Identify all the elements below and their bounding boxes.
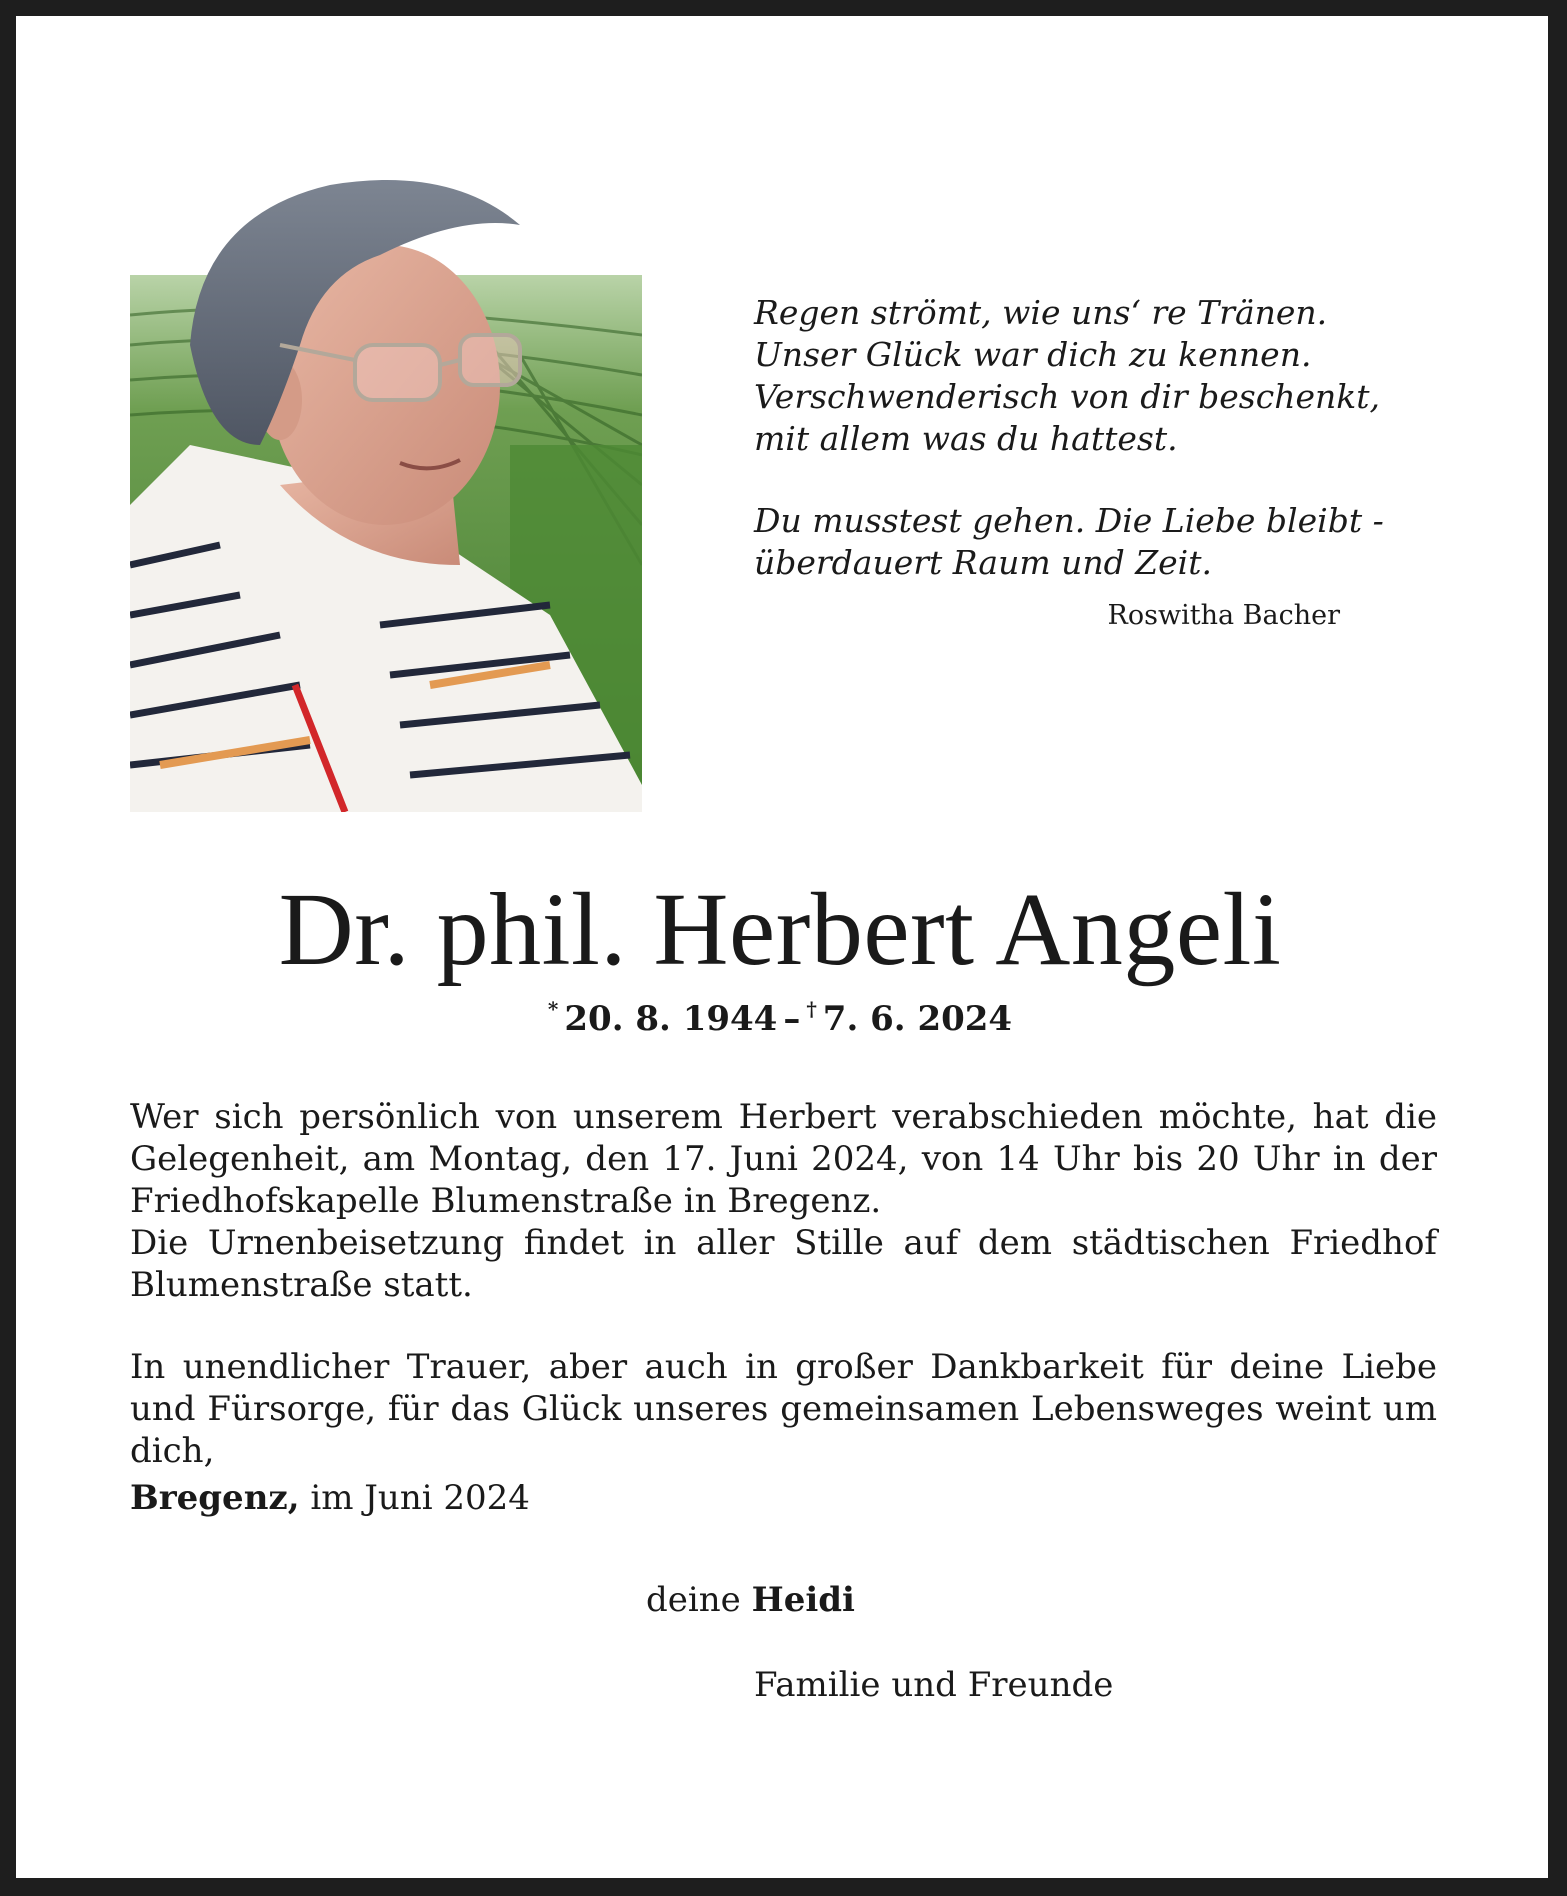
place-date [130, 1478, 530, 1518]
poem-line: mit allem was du hattest. [754, 419, 1178, 458]
date-dash: – [783, 999, 801, 1039]
poem-line: überdauert Raum und Zeit. [754, 543, 1212, 582]
place-month: im Juni 2024 [310, 1478, 530, 1518]
portrait-photo [130, 145, 642, 812]
poem-author: Roswitha Bacher [1107, 600, 1340, 631]
mourning-paragraph: In unendlicher Trauer, aber auch in großer Dankbarkeit für deine Liebe und Fürsorge, für das Glück unseres gemeinsamen Lebensweges weint um dich, [130, 1347, 1437, 1471]
signature-others: Familie und Freunde [754, 1665, 1114, 1705]
farewell-paragraph: Wer sich persönlich von unserem Herbert verabschieden möchte, hat die Gelegenheit, am Montag, den 17. Juni 2024, von 14 Uhr bis 20 Uhr in der Friedhofskapelle Blumenstraße in Bregenz. [130, 1097, 1437, 1221]
poem [754, 292, 1384, 584]
announcement-body [130, 1096, 1437, 1472]
birth-star-icon: * [547, 997, 559, 1021]
deceased-name: Dr. phil. Herbert Angeli [278, 872, 1282, 987]
poem-stanza-2 [754, 500, 1384, 584]
signature-prefix: deine [646, 1580, 741, 1620]
life-dates [130, 997, 1430, 1039]
poem-line: Du musstest gehen. Die Liebe bleibt - [754, 501, 1384, 540]
death-date: 7. 6. 2024 [822, 999, 1013, 1039]
poem-line: Verschwenderisch von dir beschenkt, [754, 377, 1381, 416]
poem-line: Regen strömt, wie uns‘ re Tränen. [754, 293, 1328, 332]
burial-paragraph: Die Urnenbeisetzung findet in aller Stille auf dem städtischen Friedhof Blumenstraße statt. [130, 1223, 1437, 1305]
place-city: Bregenz, [130, 1478, 300, 1518]
poem-line: Unser Glück war dich zu kennen. [754, 335, 1312, 374]
signature-primary [646, 1580, 855, 1620]
poem-stanza-1 [754, 292, 1381, 460]
birth-date: 20. 8. 1944 [564, 999, 778, 1039]
death-cross-icon: † [806, 997, 817, 1021]
signature-name: Heidi [751, 1580, 855, 1620]
